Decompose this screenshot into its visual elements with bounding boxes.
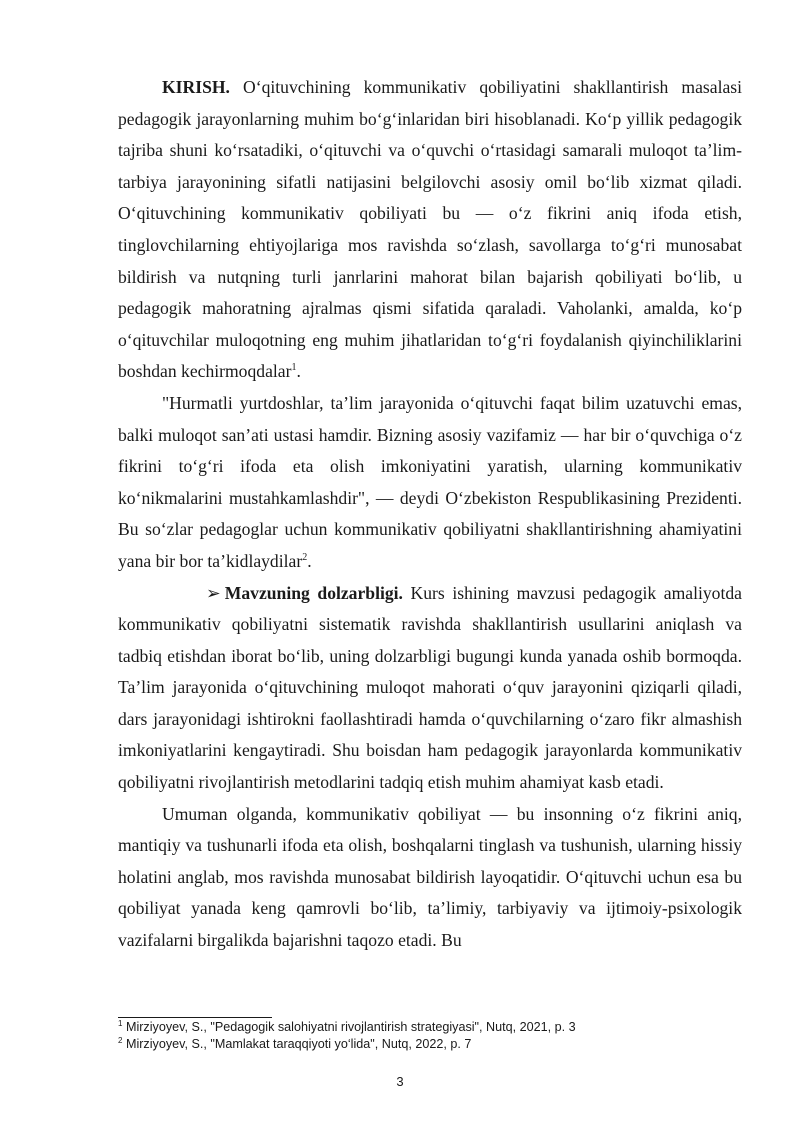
paragraph-text: O‘qituvchining kommunikativ qobiliyatini shakllantirish masalasi pedagogik jarayonlarning muhim bo‘g‘inlaridan biri hisoblanadi. Ko‘p yillik pedagogik tajriba shuni ko‘rsatadiki, o‘qituvchi va o‘quvchi o‘rtasidagi samarali muloqot ta’lim-tarbiya jarayonining sifatli natijasini belgilovchi asosiy omil bo‘lib xizmat qiladi. O‘qituvchining kommunikativ qobiliyati bu — o‘z fikrini aniq ifoda etish, tinglovchilarning ehtiyojlariga mos ravishda so‘zlash, savollarga to‘g‘ri munosabat bildirish va nutqning turli janrlarini mahorat bilan bajarish qobiliyati bo‘lib, u pedagogik mahoratning ajralmas qismi sifatida qaraladi. Vaholanki, amalda, ko‘p o‘qituvchilar muloqotning eng muhim jihatlaridan to‘g‘ri foydalanish qiyinchiliklarini boshdan kechirmoqdalar <box>118 77 742 382</box>
footnote-reference[interactable]: 2 <box>302 552 308 564</box>
footnote-item <box>118 1036 742 1053</box>
paragraph-introduction <box>118 72 742 388</box>
footnote-text: Mirziyoyev, S., "Pedagogik salohiyatni rivojlantirish strategiyasi", Nutq, 2021, p. 3 <box>122 1020 576 1034</box>
paragraph-president-quote <box>118 388 742 578</box>
page-number: 3 <box>396 1074 404 1089</box>
document-body <box>118 72 742 957</box>
paragraph-relevance <box>118 578 742 799</box>
footnote-reference[interactable]: 1 <box>291 362 297 374</box>
paragraph-text: Umuman olganda, kommunikativ qobiliyat — bu insonning o‘z fikrini aniq, mantiqiy va tushunarli ifoda eta olish, boshqalarni tinglash va tushunish, ularning hissiy holatini anglab, mos ravishda munosabat bildirish layoqatidir. O‘qituvchi uchun esa bu qobiliyat yanada keng qamrovli bo‘lib, ta’limiy, tarbiyaviy va ijtimoiy-psixologik vazifalarni birgalikda bajarishni taqozo etadi. Bu <box>118 803 742 951</box>
footnote-separator <box>118 1017 272 1018</box>
paragraph-text: "Hurmatli yurtdoshlar, ta’lim jarayonida o‘qituvchi faqat bilim uzatuvchi emas, balki muloqot san’ati ustasi hamdir. Bizning asosiy vazifamiz — har bir o‘quvchiga o‘z fikrini to‘g‘ri ifoda eta olish imkoniyatini yaratish, ularning kommunikativ ko‘nikmalarini mustahkamlashdir", — deydi O‘zbekiston Respublikasining Prezidenti. Bu so‘zlar pedagoglar uchun kommunikativ qobiliyatni shakllantirishning ahamiyatini yana bir bor ta’kidlaydilar <box>118 392 742 571</box>
paragraph-end: . <box>307 550 312 571</box>
footnote-number: 2 <box>118 1035 123 1045</box>
footnotes <box>118 1019 742 1053</box>
footnote-item <box>118 1019 742 1036</box>
footnote-text: Mirziyoyev, S., "Mamlakat taraqqiyoti yo‘lida", Nutq, 2022, p. 7 <box>122 1037 472 1051</box>
section-lead-relevance: Mavzuning dolzarbligi. <box>224 582 403 603</box>
bullet-arrow-icon: ➢ <box>206 582 221 603</box>
paragraph-communicative-ability <box>118 799 742 957</box>
section-lead-kirish: KIRISH. <box>162 77 230 97</box>
paragraph-text: Kurs ishining mavzusi pedagogik amaliyotda kommunikativ qobiliyatni sistematik ravishda shakllantirish usullarini aniqlash va tadbiq etishdan iborat bo‘lib, uning dolzarbligi bugungi kunda yanada oshib bormoqda. Ta’lim jarayonida o‘qituvchining muloqot mahorati o‘quv jarayonini qiziqarli qiladi, dars jarayonidagi ishtirokni faollashtiradi hamda o‘quvchilarning o‘zaro fikr almashish imkoniyatlarini kengaytiradi. Shu boisdan ham pedagogik jarayonlarda kommunikativ qobiliyatni rivojlantirish metodlarini tadqiq etish muhim ahamiyat kasb etadi. <box>118 582 742 793</box>
footnote-number: 1 <box>118 1018 123 1028</box>
paragraph-end: . <box>296 361 301 382</box>
